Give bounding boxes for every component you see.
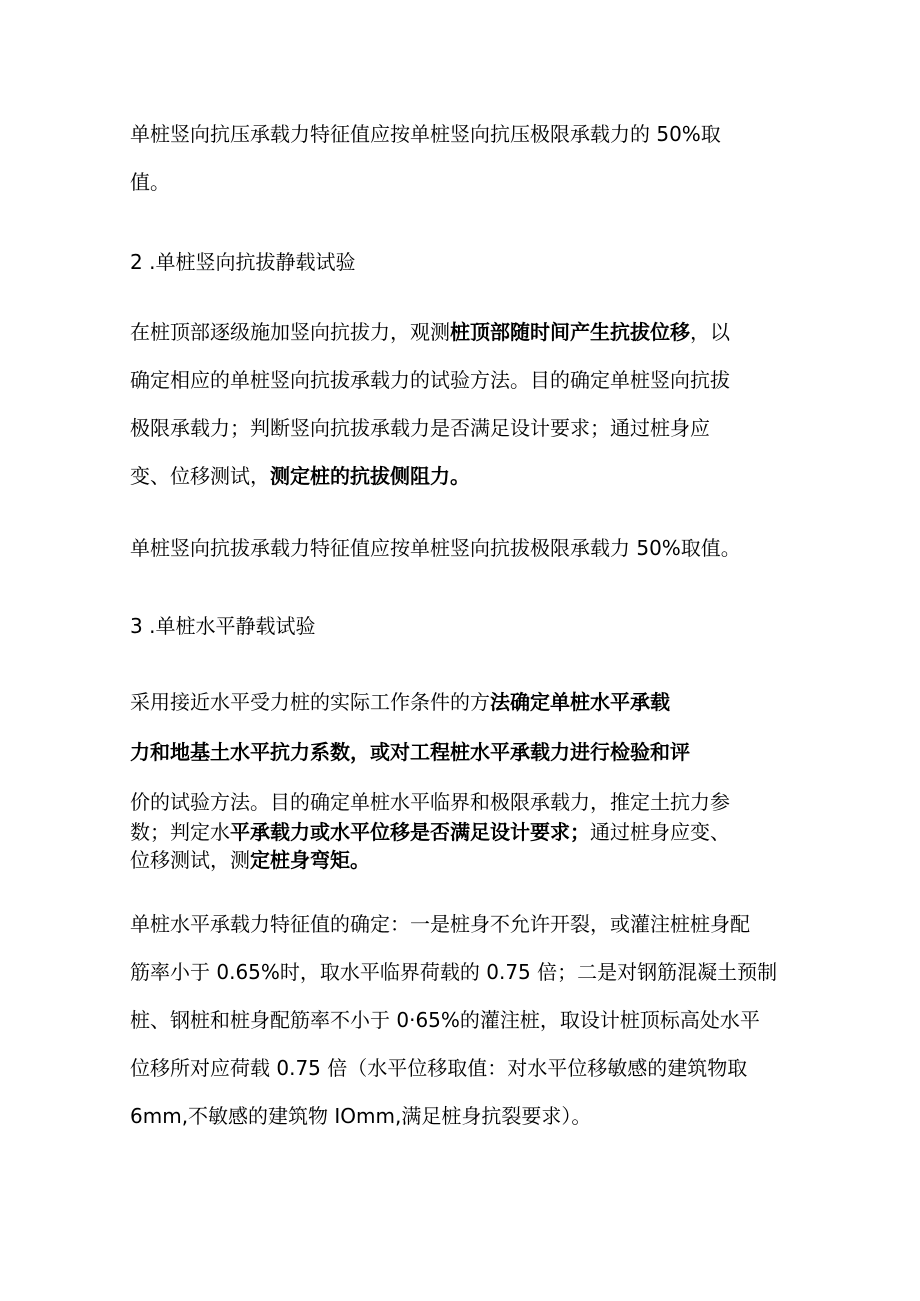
paragraph-2-line-3: 极限承载力；判断竖向抗拔承载力是否满足设计要求；通过桩身应 bbox=[130, 416, 710, 440]
bold-text-run: 法确定单桩水平承载 bbox=[490, 690, 670, 714]
text-run: 通过桩身应变、 bbox=[590, 820, 730, 844]
paragraph-3: 单桩竖向抗拔承载力特征值应按单桩竖向抗拔极限承载力 50%取值。 bbox=[130, 536, 741, 560]
bold-text-run: 桩顶部随时间产生抗拔位移 bbox=[450, 320, 690, 344]
section-heading-3: 3 .单桩水平静载试验 bbox=[130, 614, 316, 638]
paragraph-2-line-4 bbox=[130, 462, 810, 490]
paragraph-4-line-4 bbox=[130, 818, 810, 846]
paragraph-4-line-5 bbox=[130, 846, 810, 874]
paragraph-2-line-1 bbox=[130, 318, 810, 346]
paragraph-4-line-3: 价的试验方法。目的确定单桩水平临界和极限承载力，推定土抗力参 bbox=[130, 790, 730, 814]
paragraph-1-line-2: 值。 bbox=[130, 170, 170, 194]
paragraph-4-line-2: 力和地基土水平抗力系数，或对工程桩水平承载力进行检验和评 bbox=[130, 740, 690, 764]
text-run: ，以 bbox=[690, 320, 730, 344]
paragraph-2-line-2: 确定相应的单桩竖向抗拔承载力的试验方法。目的确定单桩竖向抗拔 bbox=[130, 368, 730, 392]
text-run: 位移测试，测 bbox=[130, 848, 250, 872]
paragraph-5-line-2: 筋率小于 0.65%时，取水平临界荷载的 0.75 倍；二是对钢筋混凝土预制 bbox=[130, 960, 778, 984]
bold-text-run: 定桩身弯矩。 bbox=[250, 848, 370, 872]
text-run: 在桩顶部逐级施加竖向抗拔力，观测 bbox=[130, 320, 450, 344]
section-heading-2: 2 .单桩竖向抗拔静载试验 bbox=[130, 250, 356, 274]
paragraph-5-line-3: 桩、钢桩和桩身配筋率不小于 0·65%的灌注桩，取设计桩顶标高处水平 bbox=[130, 1008, 760, 1032]
paragraph-5-line-4: 位移所对应荷载 0.75 倍（水平位移取值：对水平位移敏感的建筑物取 bbox=[130, 1056, 748, 1080]
paragraph-5-line-5: 6mm,不敏感的建筑物 IOmm,满足桩身抗裂要求）。 bbox=[130, 1104, 592, 1128]
bold-text-run: 测定桩的抗拔侧阻力。 bbox=[270, 464, 470, 488]
text-run: 变、位移测试， bbox=[130, 464, 270, 488]
bold-text-run: 平承载力或水平位移是否满足设计要求； bbox=[230, 820, 590, 844]
paragraph-1-line-1: 单桩竖向抗压承载力特征值应按单桩竖向抗压极限承载力的 50%取 bbox=[130, 122, 721, 146]
text-run: 采用接近水平受力桩的实际工作条件的方 bbox=[130, 690, 490, 714]
paragraph-4-line-1 bbox=[130, 688, 810, 716]
paragraph-5-line-1: 单桩水平承载力特征值的确定：一是桩身不允许开裂，或灌注桩桩身配 bbox=[130, 912, 750, 936]
text-run: 数；判定水 bbox=[130, 820, 230, 844]
